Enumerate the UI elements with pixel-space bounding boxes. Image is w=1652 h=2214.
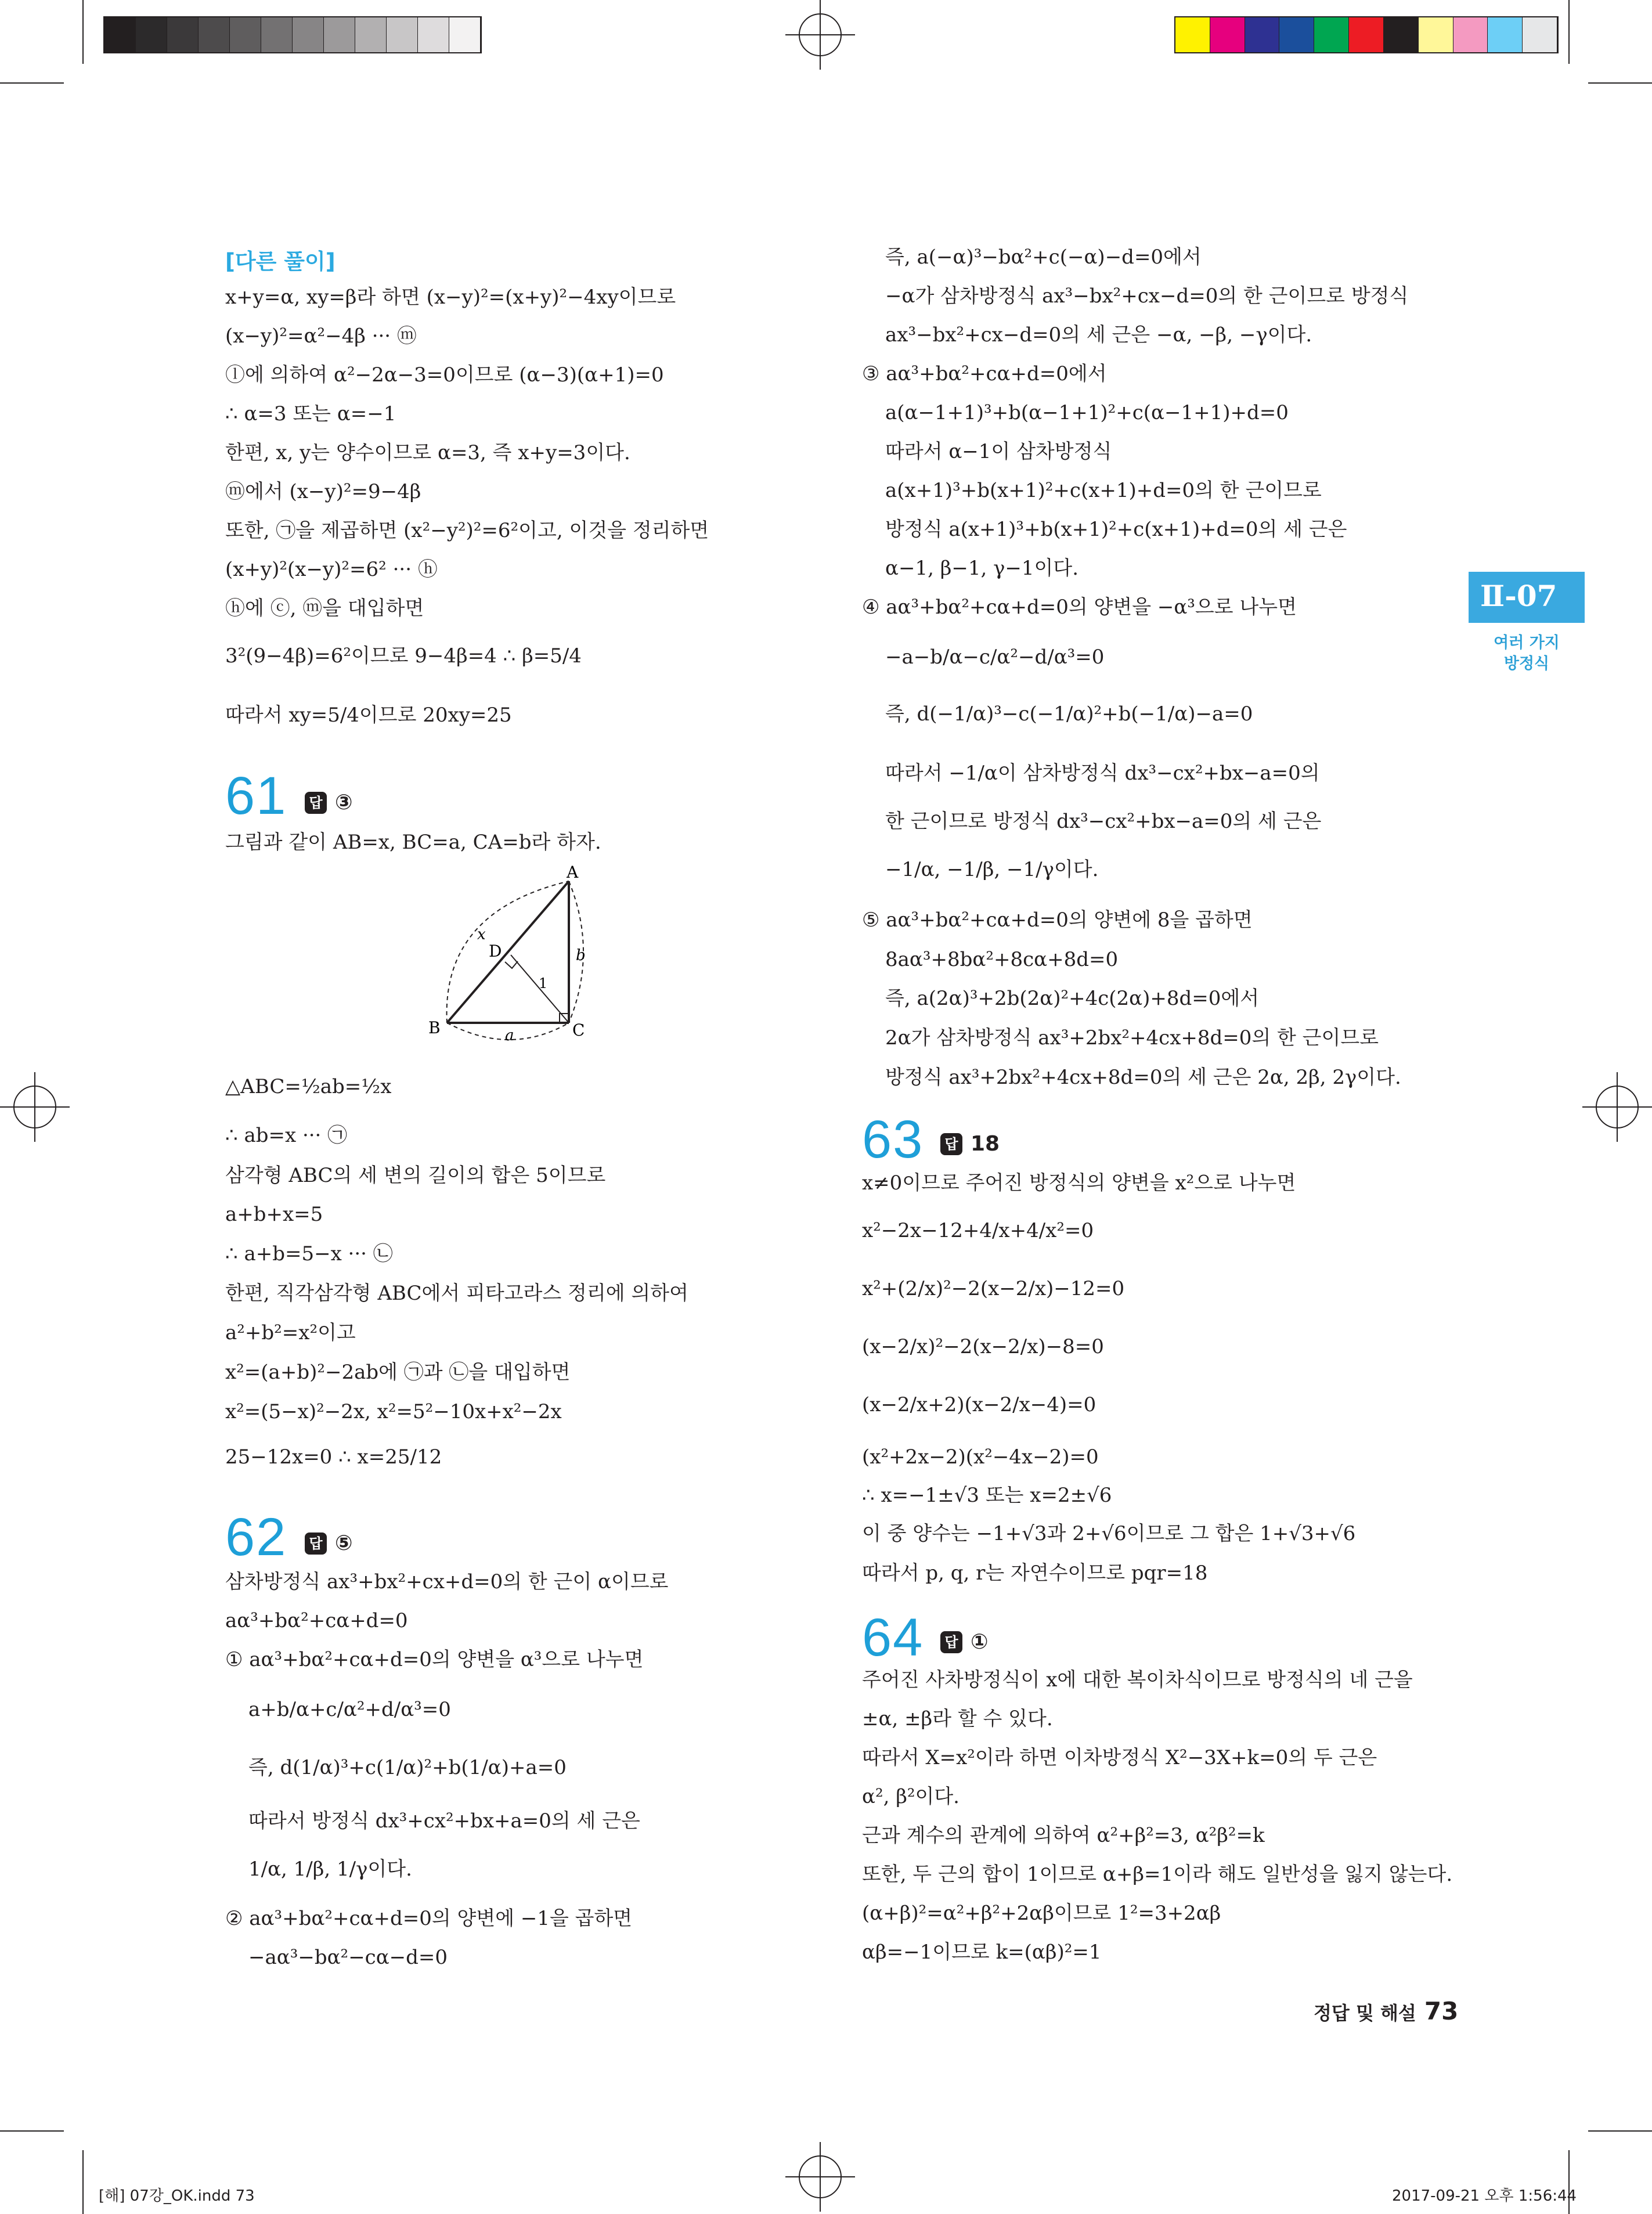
side-label-a: a bbox=[505, 1027, 514, 1044]
color-swatch bbox=[261, 17, 293, 52]
color-swatch bbox=[230, 17, 261, 52]
text-line: 따라서 −1/α이 삼차방정식 dx³−cx²+bx−a=0의 bbox=[885, 762, 1320, 785]
answer-box bbox=[940, 1630, 988, 1654]
text-line: x²+(2/x)²−2(x−2/x)−12=0 bbox=[862, 1277, 1125, 1300]
vertex-label-b: B bbox=[428, 1018, 441, 1037]
text-line: 따라서 X=x²이라 하면 이차방정식 X²−3X+k=0의 두 근은 bbox=[862, 1746, 1377, 1769]
text-line: ⓛ에 의하여 α²−2α−3=0이므로 (α−3)(α+1)=0 bbox=[225, 363, 664, 387]
text-line: 그림과 같이 AB=x, BC=a, CA=b라 하자. bbox=[225, 831, 601, 854]
page-number bbox=[1314, 1997, 1458, 2025]
text-line: 따라서 xy=5/4이므로 20xy=25 bbox=[225, 704, 512, 727]
answer-value: ⑤ bbox=[335, 1531, 353, 1555]
text-line: 2α가 삼차방정식 ax³+2bx²+4cx+8d=0의 한 근이므로 bbox=[885, 1026, 1379, 1050]
color-swatch bbox=[136, 17, 167, 52]
side-label-x: x bbox=[477, 926, 486, 943]
text-line: ⑤ aα³+bα²+cα+d=0의 양변에 8을 곱하면 bbox=[862, 908, 1253, 932]
color-swatch bbox=[199, 17, 230, 52]
color-swatch bbox=[104, 17, 136, 52]
text-line: △ABC=½ab=½x bbox=[225, 1075, 392, 1098]
crop-mark bbox=[0, 82, 64, 84]
text-line: 이 중 양수는 −1+√3과 2+√6이므로 그 합은 1+√3+√6 bbox=[862, 1522, 1356, 1545]
text-line: x≠0이므로 주어진 방정식의 양변을 x²으로 나누면 bbox=[862, 1171, 1296, 1195]
text-line: 즉, d(1/α)³+c(1/α)²+b(1/α)+a=0 bbox=[248, 1756, 567, 1779]
answer-badge: 답 bbox=[940, 1133, 962, 1155]
text-line: ±α, ±β라 할 수 있다. bbox=[862, 1707, 1053, 1730]
text-line: 따라서 α−1이 삼차방정식 bbox=[885, 440, 1112, 463]
color-swatch bbox=[1384, 17, 1419, 52]
registration-mark-icon bbox=[785, 2142, 855, 2212]
cmyk-color-bar bbox=[1174, 16, 1559, 53]
color-swatch bbox=[1488, 17, 1523, 52]
answer-value: ③ bbox=[335, 791, 353, 814]
chapter-tab-label bbox=[1474, 633, 1579, 675]
page-section-label: 정답 및 해설 bbox=[1314, 2002, 1416, 2024]
color-swatch bbox=[1419, 17, 1453, 52]
registration-mark-icon bbox=[1582, 1072, 1652, 1142]
text-line: (x−2/x+2)(x−2/x−4)=0 bbox=[862, 1393, 1096, 1416]
text-line: a(x+1)³+b(x+1)²+c(x+1)+d=0의 한 근이므로 bbox=[885, 479, 1322, 502]
tab-label-line: 여러 가지 bbox=[1494, 634, 1560, 652]
text-line: ∴ α=3 또는 α=−1 bbox=[225, 402, 396, 426]
problem-number: 63 bbox=[862, 1110, 924, 1169]
alt-solution-heading: [다른 풀이] bbox=[225, 249, 336, 274]
text-line: 근과 계수의 관계에 의하여 α²+β²=3, α²β²=k bbox=[862, 1824, 1265, 1847]
color-swatch bbox=[1245, 17, 1280, 52]
text-line: ax³−bx²+cx−d=0의 세 근은 −α, −β, −γ이다. bbox=[885, 323, 1312, 347]
text-line: 1/α, 1/β, 1/γ이다. bbox=[248, 1858, 412, 1881]
color-swatch bbox=[293, 17, 324, 52]
text-line: (x²+2x−2)(x²−4x−2)=0 bbox=[862, 1445, 1099, 1469]
text-line: 따라서 p, q, r는 자연수이므로 pqr=18 bbox=[862, 1562, 1208, 1585]
color-swatch bbox=[324, 17, 355, 52]
answer-value: 18 bbox=[971, 1132, 1000, 1156]
text-line: 즉, d(−1/α)³−c(−1/α)²+b(−1/α)−a=0 bbox=[885, 702, 1253, 726]
text-line: ∴ x=−1±√3 또는 x=2±√6 bbox=[862, 1484, 1112, 1507]
text-line: ④ aα³+bα²+cα+d=0의 양변을 −α³으로 나누면 bbox=[862, 596, 1297, 619]
answer-badge: 답 bbox=[305, 792, 327, 814]
registration-mark-icon bbox=[0, 1072, 70, 1142]
answer-value: ① bbox=[971, 1630, 989, 1654]
color-swatch bbox=[1210, 17, 1245, 52]
color-swatch bbox=[418, 17, 449, 52]
tab-label-line: 방정식 bbox=[1503, 655, 1550, 673]
text-line: x²=(5−x)²−2x, x²=5²−10x+x²−2x bbox=[225, 1400, 562, 1423]
answer-badge: 답 bbox=[940, 1631, 962, 1653]
answer-box bbox=[305, 791, 352, 814]
color-swatch bbox=[355, 17, 387, 52]
text-line: 방정식 ax³+2bx²+4cx+8d=0의 세 근은 2α, 2β, 2γ이다. bbox=[885, 1066, 1401, 1089]
text-line: a+b/α+c/α²+d/α³=0 bbox=[248, 1698, 451, 1721]
answer-badge: 답 bbox=[305, 1533, 327, 1555]
crop-mark bbox=[1588, 82, 1652, 84]
color-swatch bbox=[1349, 17, 1384, 52]
text-line: x+y=α, xy=β라 하면 (x−y)²=(x+y)²−4xy이므로 bbox=[225, 286, 676, 309]
answer-box bbox=[305, 1531, 352, 1555]
text-line: a+b+x=5 bbox=[225, 1203, 323, 1226]
date-slug: 2017-09-21 오후 1:56:44 bbox=[1392, 2187, 1577, 2205]
text-line: x²=(a+b)²−2ab에 ㉠과 ㉡을 대입하면 bbox=[225, 1361, 571, 1384]
color-swatch bbox=[1175, 17, 1210, 52]
color-swatch bbox=[1314, 17, 1349, 52]
text-line: −a−b/α−c/α²−d/α³=0 bbox=[885, 646, 1105, 669]
vertex-label-c: C bbox=[572, 1021, 585, 1040]
answer-box bbox=[940, 1132, 1000, 1156]
file-slug: [해] 07강_OK.indd 73 bbox=[99, 2187, 255, 2205]
text-line: aα³+bα²+cα+d=0 bbox=[225, 1609, 408, 1632]
text-line: 한 근이므로 방정식 dx³−cx²+bx−a=0의 세 근은 bbox=[885, 810, 1322, 833]
text-line: 삼각형 ABC의 세 변의 길이의 합은 5이므로 bbox=[225, 1164, 606, 1187]
text-line: 8aα³+8bα²+8cα+8d=0 bbox=[885, 948, 1119, 971]
color-swatch bbox=[1523, 17, 1557, 52]
text-line: a²+b²=x²이고 bbox=[225, 1321, 356, 1344]
text-line: 또한, ㉠을 제곱하면 (x²−y²)²=6²이고, 이것을 정리하면 bbox=[225, 519, 709, 542]
color-swatch bbox=[387, 17, 418, 52]
page-number-value: 73 bbox=[1424, 1997, 1459, 2025]
text-line: 주어진 사차방정식이 x에 대한 복이차식이므로 방정식의 네 근을 bbox=[862, 1668, 1413, 1692]
registration-mark-icon bbox=[785, 0, 855, 70]
text-line: (x+y)²(x−y)²=6² ··· ⓗ bbox=[225, 558, 438, 581]
text-line: −aα³−bα²−cα−d=0 bbox=[248, 1946, 448, 1969]
text-line: −1/α, −1/β, −1/γ이다. bbox=[885, 858, 1099, 881]
text-line: 즉, a(−α)³−bα²+c(−α)−d=0에서 bbox=[885, 246, 1202, 269]
text-line: 25−12x=0 ∴ x=25/12 bbox=[225, 1445, 442, 1469]
vertex-label-a: A bbox=[567, 865, 579, 882]
text-line: 삼차방정식 ax³+bx²+cx+d=0의 한 근이 α이므로 bbox=[225, 1570, 669, 1593]
side-label-b: b bbox=[576, 947, 586, 964]
triangle-diagram bbox=[418, 865, 592, 1051]
color-swatch bbox=[1279, 17, 1314, 52]
crop-mark bbox=[1568, 0, 1570, 64]
text-line: x²−2x−12+4/x+4/x²=0 bbox=[862, 1219, 1094, 1242]
color-swatch bbox=[1453, 17, 1488, 52]
text-line: ② aα³+bα²+cα+d=0의 양변에 −1을 곱하면 bbox=[225, 1907, 633, 1930]
crop-mark bbox=[0, 2130, 64, 2132]
chapter-tab bbox=[1469, 572, 1585, 623]
text-line: 한편, x, y는 양수이므로 α=3, 즉 x+y=3이다. bbox=[225, 441, 630, 464]
text-line: ③ aα³+bα²+cα+d=0에서 bbox=[862, 362, 1107, 385]
crop-mark bbox=[82, 2150, 84, 2214]
text-line: 따라서 방정식 dx³+cx²+bx+a=0의 세 근은 bbox=[248, 1809, 640, 1833]
text-line: ① aα³+bα²+cα+d=0의 양변을 α³으로 나누면 bbox=[225, 1648, 644, 1671]
text-line: 3²(9−4β)=6²이므로 9−4β=4 ∴ β=5/4 bbox=[225, 644, 582, 668]
color-swatch bbox=[167, 17, 199, 52]
text-line: 또한, 두 근의 합이 1이므로 α+β=1이라 해도 일반성을 잃지 않는다. bbox=[862, 1863, 1453, 1886]
text-line: a(α−1+1)³+b(α−1+1)²+c(α−1+1)+d=0 bbox=[885, 401, 1289, 424]
text-line: α², β²이다. bbox=[862, 1785, 960, 1808]
problem-number: 62 bbox=[225, 1508, 287, 1567]
chapter-code: Ⅱ-07 bbox=[1480, 579, 1557, 613]
text-line: 한편, 직각삼각형 ABC에서 피타고라스 정리에 의하여 bbox=[225, 1282, 688, 1305]
height-label: 1 bbox=[539, 975, 548, 991]
crop-mark bbox=[1588, 2130, 1652, 2132]
text-line: (α+β)²=α²+β²+2αβ이므로 1²=3+2αβ bbox=[862, 1902, 1221, 1925]
text-line: 즉, a(2α)³+2b(2α)²+4c(2α)+8d=0에서 bbox=[885, 987, 1260, 1010]
crop-mark bbox=[82, 0, 84, 64]
text-line: α−1, β−1, γ−1이다. bbox=[885, 557, 1079, 580]
vertex-label-d: D bbox=[489, 942, 502, 961]
problem-number: 61 bbox=[225, 766, 287, 825]
color-swatch bbox=[449, 17, 481, 52]
text-line: ⓗ에 ⓒ, ⓜ을 대입하면 bbox=[225, 597, 424, 620]
text-line: −α가 삼차방정식 ax³−bx²+cx−d=0의 한 근이므로 방정식 bbox=[885, 284, 1409, 308]
text-line: ⓜ에서 (x−y)²=9−4β bbox=[225, 480, 421, 503]
gray-color-bar bbox=[103, 16, 482, 53]
text-line: 방정식 a(x+1)³+b(x+1)²+c(x+1)+d=0의 세 근은 bbox=[885, 518, 1347, 541]
text-line: αβ=−1이므로 k=(αβ)²=1 bbox=[862, 1941, 1102, 1964]
problem-number: 64 bbox=[862, 1608, 924, 1667]
text-line: (x−2/x)²−2(x−2/x)−8=0 bbox=[862, 1335, 1104, 1358]
text-line: ∴ a+b=5−x ··· ㉡ bbox=[225, 1242, 393, 1265]
text-line: (x−y)²=α²−4β ··· ⓜ bbox=[225, 324, 417, 348]
text-line: ∴ ab=x ··· ㉠ bbox=[225, 1124, 348, 1147]
